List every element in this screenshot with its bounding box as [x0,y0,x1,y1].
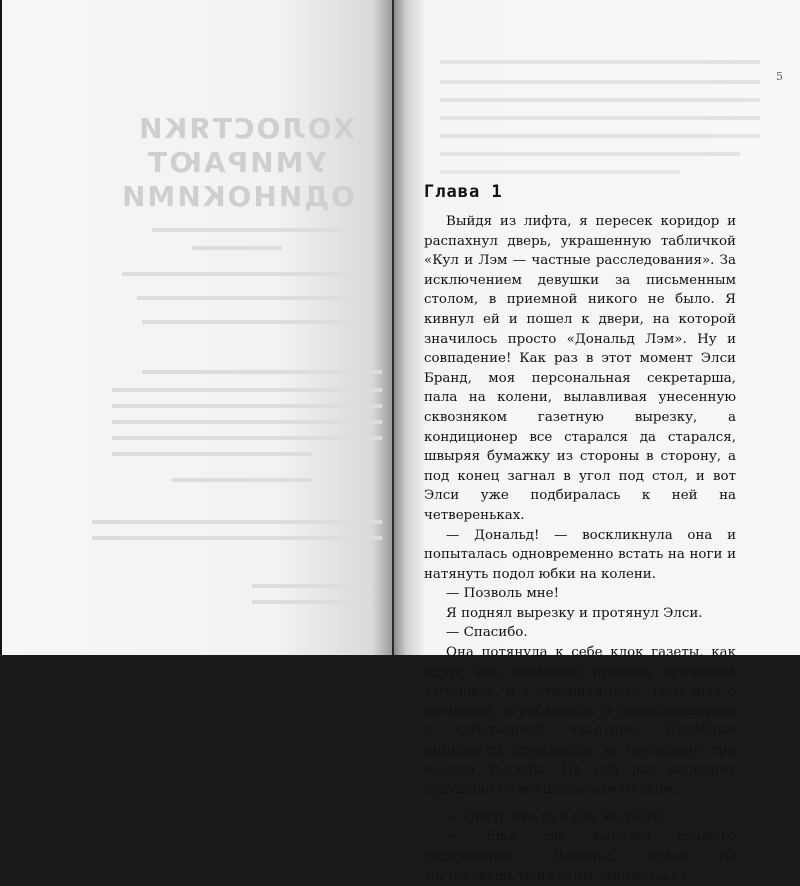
paragraph: — Опять что-то в том же роде? [446,809,666,825]
bleed-through-title-line: ОДИНОКИМИ [120,180,356,213]
bleed-through-line [112,388,382,392]
page-number: 5 [776,70,783,83]
bleed-through-line [112,404,382,408]
bleed-through-line [440,170,680,174]
paragraph: — Дональд! — воскликнула она и попыталась одновременно встать на ноги и натянуть подол юбки на колени. [424,527,736,582]
bleed-through-line [252,584,372,588]
bleed-through-line [152,228,342,232]
bleed-through-line [440,98,760,102]
bleed-through-line [92,520,382,524]
chapter-text [424,212,736,886]
bleed-through-line [440,80,760,84]
bleed-through-line [137,296,367,300]
paragraph: — Спасибо. [446,625,528,641]
bleed-through-line [252,600,372,604]
bleed-through-line [142,370,382,374]
bleed-through-title-line: ХОЛОСТЯКИ [137,112,356,145]
paragraph: — Еще две вырезки схожего содержания... Дональд, зачем ты заставляешь меня этим заниматься? [424,829,736,884]
bleed-through-line [112,452,312,456]
paragraph: Я поднял вырезку и протянул Элси. [446,605,703,621]
bleed-through-line [122,272,362,276]
bleed-through-line [440,116,760,120]
paragraph: Она потянула к себе клок газеты, как вдруг мое внимание привлек кричащий заголовок, и я отдернул руку. Речь шла о женщине, ограбленной и изнасилованной в собственной квартире. Подобные инциденты произошли за последние три месяца трижды. На сей раз женщину задушили ее же шелковым чулком. [424,645,736,798]
bleed-through-line [440,134,760,138]
paragraph: Выйдя из лифта, я пересек коридор и распахнул дверь, украшенную табличкой «Кул и Лэм — частные расследования». За исключением девушки за письменным столом, в приемной никого не было. Я кивнул ей и пошел к двери, на которой значилось просто «Дональд Лэм». Ну и совпадение! Как раз в этот момент Элси Бранд, моя персональная секретарша, пала на колени, вылавливая унесенную сквозняком газетную вырезку, а кондиционер все старался да старался, швыряя бумажку из стороны в сторону, а под конец загнал в угол под стол, и вот Элси уже подбиралась к ней на четвереньках. [424,214,736,523]
bleed-through-line [142,320,362,324]
bleed-through-title [120,112,355,214]
bleed-through-line [192,246,282,250]
bleed-through-line [440,60,760,64]
left-page [2,0,394,655]
bleed-through-line [172,478,312,482]
bleed-through-line [112,420,382,424]
chapter-title: Глава 1 [424,182,503,202]
paragraph: — Позволь мне! [446,586,559,602]
bleed-through-line [112,436,382,440]
bleed-through-line [440,152,740,156]
bleed-through-title-line: УМИРАЮТ [145,146,328,179]
bleed-through-line [92,536,382,540]
